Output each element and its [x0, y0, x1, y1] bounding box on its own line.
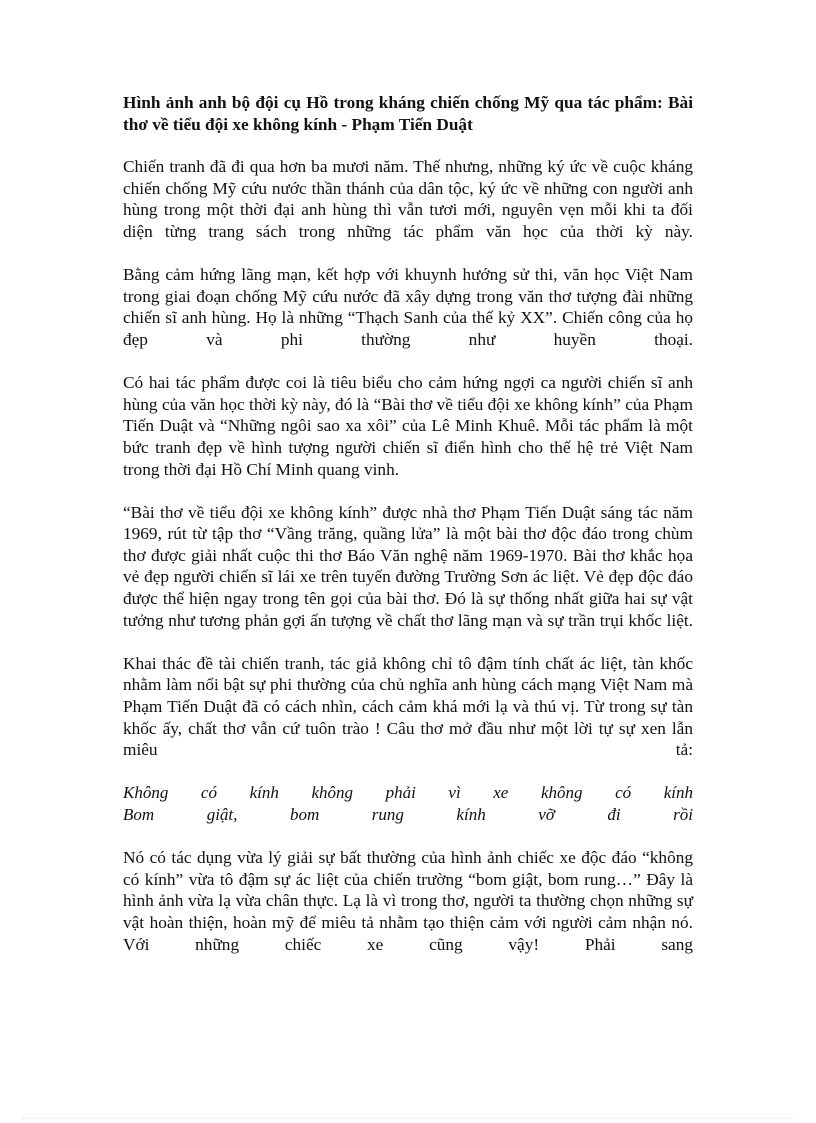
paragraph-2: Bằng cảm hứng lãng mạn, kết hợp với khuynh hướng sử thi, văn học Việt Nam trong giai đoạn chống Mỹ cứu nước đã xây dựng trong văn thơ tượng đài những chiến sĩ anh hùng. Họ là những “Thạch Sanh của thế kỷ XX”. Chiến công của họ đẹp và phi thường như huyền thoại. — [123, 265, 693, 349]
paragraph-3: Có hai tác phẩm được coi là tiêu biểu cho cảm hứng ngợi ca người chiến sĩ anh hùng của văn học thời kỳ này, đó là “Bài thơ về tiểu đội xe không kính” của Phạm Tiến Duật và “Những ngôi sao xa xôi” của Lê Minh Khuê. Mỗi tác phẩm là một bức tranh đẹp về hình tượng người chiến sĩ điển hình cho thế hệ trẻ Việt Nam trong thời đại Hồ Chí Minh quang vinh. — [123, 373, 693, 479]
poem-excerpt — [123, 782, 693, 825]
paragraph-6: Nó có tác dụng vừa lý giải sự bất thường của hình ảnh chiếc xe độc đáo “không có kính” vừa tô đậm sự ác liệt của chiến trường “bom giật, bom rung…” Đây là hình ảnh vừa lạ vừa chân thực. Lạ là vì trong thơ, người ta thường chọn những sự vật hoàn thiện, hoàn mỹ để miêu tả nhằm tạo thiện cảm với người cảm nhận nó. Với những chiếc xe cũng vậy! Phải sang — [123, 848, 693, 954]
document-title: Hình ảnh anh bộ đội cụ Hồ trong kháng chiến chống Mỹ qua tác phẩm: Bài thơ về tiểu đội xe không kính - Phạm Tiến Duật — [123, 93, 693, 134]
poem-line-2: Bom giật, bom rung kính vỡ đi rồi — [123, 805, 693, 824]
poem-line-1: Không có kính không phải vì xe không có kính — [123, 783, 693, 803]
page-bottom-divider — [22, 1118, 794, 1119]
paragraph-4: “Bài thơ về tiểu đội xe không kính” được nhà thơ Phạm Tiến Duật sáng tác năm 1969, rút từ tập thơ “Vầng trăng, quầng lửa” là một bài thơ độc đáo trong chùm thơ được giải nhất cuộc thi thơ Báo Văn nghệ năm 1969-1970. Bài thơ khắc họa vẻ đẹp người chiến sĩ lái xe trên tuyến đường Trường Sơn ác liệt. Vẻ đẹp độc đáo được thể hiện ngay trong tên gọi của bài thơ. Đó là sự thống nhất giữa hai sự vật tưởng như tương phản gợi ấn tượng về chất thơ lãng mạn và sự trần trụi khốc liệt. — [123, 502, 693, 630]
paragraph-1: Chiến tranh đã đi qua hơn ba mươi năm. Thế nhưng, những ký ức về cuộc kháng chiến chống Mỹ cứu nước thần thánh của dân tộc, ký ức về những con người anh hùng trong một thời đại anh hùng thì vẫn tươi mới, nguyên vẹn mỗi khi ta đối diện từng trang sách trong những tác phẩm văn học của thời kỳ này. — [123, 157, 693, 241]
document-page — [123, 92, 693, 977]
paragraph-5: Khai thác đề tài chiến tranh, tác giả không chỉ tô đậm tính chất ác liệt, tàn khốc nhằm làm nổi bật sự phi thường của chủ nghĩa anh hùng cách mạng Việt Nam mà Phạm Tiến Duật đã có cách nhìn, cách cảm khá mới lạ và thú vị. Từ trong sự tàn khốc ấy, chất thơ vẫn cứ tuôn trào ! Câu thơ mở đầu như một lời tự sự xen lẫn miêu tả: — [123, 653, 693, 760]
